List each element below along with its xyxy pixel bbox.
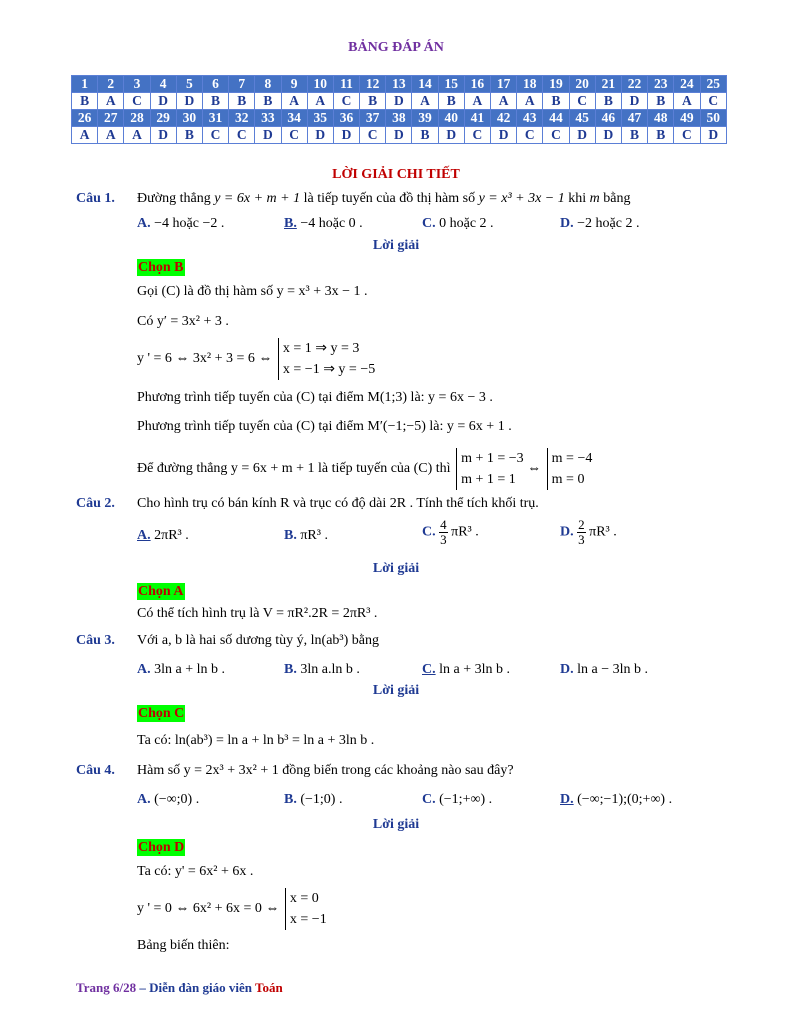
answer-key-cell: C <box>202 127 228 144</box>
answer-key-number-row <box>72 76 727 93</box>
answer-key-cell: A <box>412 93 438 110</box>
answer-key-cell: A <box>124 127 150 144</box>
answer-key-cell: B <box>543 93 569 110</box>
question-2-label: Câu 2. <box>76 496 115 511</box>
answer-key-cell: D <box>569 127 595 144</box>
answer-key-letter-row <box>72 127 727 144</box>
q2-step-1: Có thể tích hình trụ là V = πR².2R = 2πR³ . <box>137 606 378 621</box>
q1-step-3: y ' = 6 ⇔ 3x² + 3 = 6 ⇔ x = 1 ⇒ y = 3 x = −1 ⇒ y = −5 <box>137 338 375 380</box>
answer-key-cell: C <box>333 93 359 110</box>
footer-forum-name: Diễn đàn giáo viên <box>149 980 256 995</box>
answer-key-cell: 48 <box>648 110 674 127</box>
answer-key-cell: C <box>517 127 543 144</box>
answer-key-cell: D <box>176 93 202 110</box>
answer-key-cell: 6 <box>202 76 228 93</box>
q1-step-5: Phương trình tiếp tuyến của (C) tại điểm M′(−1;−5) là: y = 6x + 1 . <box>137 419 512 434</box>
answer-key-cell: D <box>621 93 647 110</box>
answer-key-cell: B <box>412 127 438 144</box>
q2-option-a: A. 2πR³ . <box>137 528 189 543</box>
q2-option-d-fraction: $\frac{2}{3}$ <box>578 517 585 547</box>
answer-key-cell: 34 <box>281 110 307 127</box>
answer-key-cell: D <box>307 127 333 144</box>
answer-key-cell: C <box>281 127 307 144</box>
answer-key-cell: C <box>229 127 255 144</box>
answer-key-cell: 24 <box>674 76 700 93</box>
answer-key-cell: A <box>307 93 333 110</box>
q3-option-d: D. ln a − 3ln b . <box>560 662 649 677</box>
answer-key-cell: 12 <box>360 76 386 93</box>
question-3-label: Câu 3. <box>76 633 115 648</box>
question-4-label: Câu 4. <box>76 763 115 778</box>
answer-key-title: BẢNG ĐÁP ÁN <box>348 40 444 55</box>
answer-key-cell: A <box>464 93 490 110</box>
answer-key-cell: 26 <box>72 110 98 127</box>
answer-key-cell: D <box>438 127 464 144</box>
answer-key-cell: 18 <box>517 76 543 93</box>
q2-option-c-fraction: $\frac{4}{3}$ <box>440 517 447 547</box>
answer-key-cell: 33 <box>255 110 281 127</box>
answer-key-cell: 46 <box>595 110 621 127</box>
q1-option-a: A. −4 hoặc −2 . <box>137 216 225 231</box>
answer-key-cell: 10 <box>307 76 333 93</box>
answer-key-cell: 42 <box>491 110 517 127</box>
answer-key-cell: 45 <box>569 110 595 127</box>
q3-solution-heading: Lời giải <box>372 683 420 698</box>
answer-key-cell: 41 <box>464 110 490 127</box>
answer-key-cell: C <box>569 93 595 110</box>
answer-key-cell: B <box>595 93 621 110</box>
q2-chosen-answer: Chọn A <box>138 584 184 599</box>
answer-key-cell: B <box>72 93 98 110</box>
q3-chosen-answer: Chọn C <box>138 706 185 721</box>
answer-key-cell: 23 <box>648 76 674 93</box>
answer-key-cell: 37 <box>360 110 386 127</box>
q1-step-2: Có y′ = 3x² + 3 . <box>137 314 229 329</box>
q1-option-d: D. −2 hoặc 2 . <box>560 216 640 231</box>
answer-key-cell: 43 <box>517 110 543 127</box>
answer-key-cell: 35 <box>307 110 333 127</box>
q4-option-d: D. (−∞;−1);(0;+∞) . <box>560 792 673 807</box>
answer-key-cell: B <box>229 93 255 110</box>
answer-key-cell: 36 <box>333 110 359 127</box>
answer-key-cell: 17 <box>491 76 517 93</box>
q1-step-4: Phương trình tiếp tuyến của (C) tại điểm M(1;3) là: y = 6x − 3 . <box>137 390 493 405</box>
q4-chosen-answer: Chọn D <box>138 840 185 855</box>
answer-key-cell: 11 <box>333 76 359 93</box>
q3-option-a: A. 3ln a + ln b . <box>137 662 226 677</box>
answer-key-cell: 47 <box>621 110 647 127</box>
answer-key-cell: A <box>98 127 124 144</box>
answer-key-cell: 38 <box>386 110 412 127</box>
q2-option-c: C. $\frac{4}{3}$ πR³ . <box>422 517 479 547</box>
answer-key-cell: 44 <box>543 110 569 127</box>
q4-option-c: C. (−1;+∞) . <box>422 792 493 807</box>
answer-key-cell: 20 <box>569 76 595 93</box>
q4-step-2: y ' = 0 ⇔ 6x² + 6x = 0 ⇔ x = 0 x = −1 <box>137 888 327 930</box>
answer-key-cell: D <box>700 127 727 144</box>
answer-key-cell: 28 <box>124 110 150 127</box>
answer-key-cell: D <box>150 127 176 144</box>
answer-key-cell: A <box>72 127 98 144</box>
answer-key-cell: 27 <box>98 110 124 127</box>
answer-key-cell: 25 <box>700 76 727 93</box>
answer-key-cell: B <box>621 127 647 144</box>
question-1-stem: Đường thẳng y = 6x + m + 1 là tiếp tuyến của đồ thị hàm số y = x³ + 3x − 1 khi m bằng <box>137 191 631 206</box>
q1-case-bracket: x = 1 ⇒ y = 3 x = −1 ⇒ y = −5 <box>278 338 375 380</box>
answer-key-cell: 16 <box>464 76 490 93</box>
answer-key-cell: 14 <box>412 76 438 93</box>
question-3-stem: Với a, b là hai số dương tùy ý, ln(ab³) bằng <box>137 633 379 648</box>
answer-key-cell: D <box>150 93 176 110</box>
q2-option-d: D. $\frac{2}{3}$ πR³ . <box>560 517 617 547</box>
q1-chosen-answer: Chọn B <box>138 260 184 275</box>
answer-key-cell: 13 <box>386 76 412 93</box>
q4-step-1: Ta có: y' = 6x² + 6x . <box>137 864 254 879</box>
answer-key-cell: 50 <box>700 110 727 127</box>
answer-key-letter-row <box>72 93 727 110</box>
answer-key-cell: A <box>517 93 543 110</box>
q1-option-b: B. −4 hoặc 0 . <box>284 216 363 231</box>
answer-key-cell: 32 <box>229 110 255 127</box>
answer-key-cell: D <box>595 127 621 144</box>
answer-key-cell: A <box>281 93 307 110</box>
answer-key-number-row <box>72 110 727 127</box>
answer-key-cell: 7 <box>229 76 255 93</box>
answer-key-cell: B <box>255 93 281 110</box>
q2-solution-heading: Lời giải <box>372 561 420 576</box>
answer-key-cell: C <box>700 93 727 110</box>
answer-key-cell: D <box>386 93 412 110</box>
q1-step-1: Gọi (C) là đồ thị hàm số y = x³ + 3x − 1 . <box>137 284 368 299</box>
answer-key-cell: B <box>648 93 674 110</box>
answer-key-cell: 5 <box>176 76 202 93</box>
answer-key-cell: 15 <box>438 76 464 93</box>
answer-key-cell: 22 <box>621 76 647 93</box>
question-1-label: Câu 1. <box>76 191 115 206</box>
q1-result-bracket: m = −4 m = 0 <box>547 448 593 490</box>
answer-key-cell: B <box>648 127 674 144</box>
q2-option-b: B. πR³ . <box>284 528 328 543</box>
answer-key-cell: 49 <box>674 110 700 127</box>
answer-key-cell: 21 <box>595 76 621 93</box>
answer-key-cell: 30 <box>176 110 202 127</box>
footer-subject: Toán <box>255 980 283 995</box>
question-2-stem: Cho hình trụ có bán kính R và trục có độ dài 2R . Tính thể tích khối trụ. <box>137 496 539 511</box>
q4-solution-heading: Lời giải <box>372 817 420 832</box>
q4-option-a: A. (−∞;0) . <box>137 792 200 807</box>
answer-key-cell: 2 <box>98 76 124 93</box>
q1-condition-bracket: m + 1 = −3 m + 1 = 1 <box>456 448 524 490</box>
q4-option-b: B. (−1;0) . <box>284 792 343 807</box>
answer-key-cell: D <box>333 127 359 144</box>
answer-key-cell: 9 <box>281 76 307 93</box>
answer-key-cell: C <box>543 127 569 144</box>
question-4-stem: Hàm số y = 2x³ + 3x² + 1 đồng biến trong các khoảng nào sau đây? <box>137 763 514 778</box>
answer-key-cell: 4 <box>150 76 176 93</box>
answer-key-cell: 31 <box>202 110 228 127</box>
q4-step-3: Bảng biến thiên: <box>137 938 230 953</box>
answer-key-cell: D <box>386 127 412 144</box>
answer-key-cell: 3 <box>124 76 150 93</box>
answer-key-cell: C <box>674 127 700 144</box>
answer-key-cell: A <box>98 93 124 110</box>
answer-key-cell: D <box>491 127 517 144</box>
answer-key-cell: B <box>438 93 464 110</box>
answer-key-cell: 8 <box>255 76 281 93</box>
footer-page-number: Trang 6/28 <box>76 980 137 995</box>
footer-separator: – <box>136 980 150 995</box>
answer-key-cell: A <box>674 93 700 110</box>
answer-key-cell: C <box>360 127 386 144</box>
answer-key-cell: 1 <box>72 76 98 93</box>
answer-key-cell: D <box>255 127 281 144</box>
answer-key-table <box>71 75 727 144</box>
answer-key-cell: A <box>491 93 517 110</box>
q1-step-6: Để đường thẳng y = 6x + m + 1 là tiếp tuyến của (C) thì m + 1 = −3 m + 1 = 1 ⇔ m = −4 m = 0 <box>137 448 592 490</box>
answer-key-cell: B <box>176 127 202 144</box>
section-title: LỜI GIẢI CHI TIẾT <box>332 167 460 182</box>
answer-key-cell: 19 <box>543 76 569 93</box>
q4-case-bracket: x = 0 x = −1 <box>285 888 327 930</box>
q3-option-b: B. 3ln a.ln b . <box>284 662 360 677</box>
answer-key-cell: C <box>124 93 150 110</box>
q3-option-c: C. ln a + 3ln b . <box>422 662 511 677</box>
answer-key-cell: 29 <box>150 110 176 127</box>
q1-option-c: C. 0 hoặc 2 . <box>422 216 494 231</box>
q3-step-1: Ta có: ln(ab³) = ln a + ln b³ = ln a + 3ln b . <box>137 733 375 748</box>
answer-key-cell: C <box>464 127 490 144</box>
answer-key-cell: B <box>360 93 386 110</box>
answer-key-cell: 40 <box>438 110 464 127</box>
page-footer <box>76 980 283 996</box>
answer-key-cell: B <box>202 93 228 110</box>
q1-solution-heading: Lời giải <box>372 238 420 253</box>
answer-key-cell: 39 <box>412 110 438 127</box>
